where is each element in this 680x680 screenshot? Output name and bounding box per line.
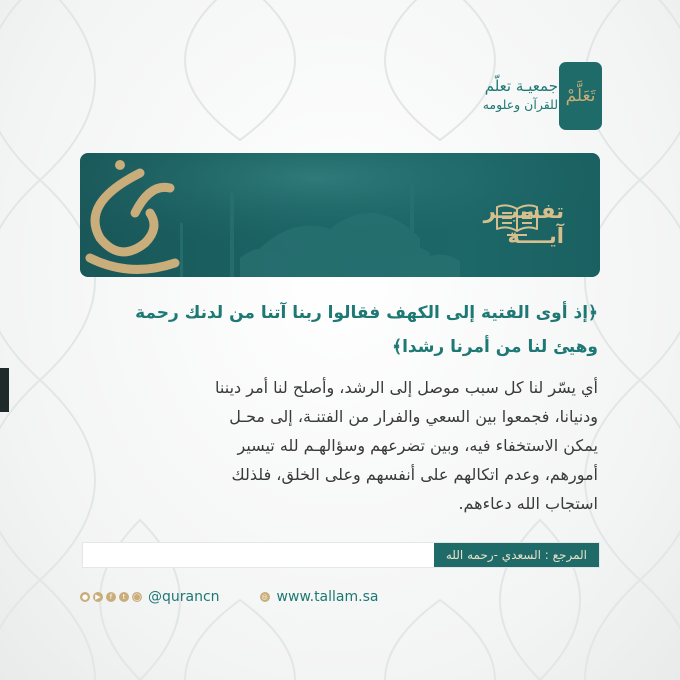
tafsir-line: أمورهم، وعدم اتكالهم على أنفسهم وعلى الخلق، فلذلك — [231, 465, 598, 484]
globe-icon: ◎ — [261, 593, 268, 601]
banner-title-line2: آيــــة — [507, 224, 564, 248]
reference-bar — [82, 542, 600, 568]
youtube-icon[interactable]: ▶ — [93, 592, 103, 602]
website-link[interactable]: www.tallam.sa — [276, 589, 379, 605]
tafsir-text — [84, 373, 598, 518]
quran-book-icon — [493, 199, 541, 239]
brand-name-line1: جمعيـة تعلّم — [484, 77, 558, 95]
brand-name-line2: للقرآن وعلومه — [482, 97, 558, 112]
quran-verse — [84, 296, 598, 364]
verse-line: ﴿إذ أوى الفتية إلى الكهف فقالوا ربنا آتنا من لدنك رحمة — [135, 303, 598, 323]
tafsir-line: ودنيانا، فجمعوا بين السعي والفرار من الفتنـة، إلى محـل — [229, 407, 598, 426]
logo — [559, 62, 602, 130]
calligraphy-dot — [115, 160, 125, 170]
side-marker — [0, 368, 9, 412]
snapchat-icon[interactable]: ● — [81, 593, 89, 601]
footer — [80, 587, 378, 607]
verse-line: وهيئ لنا من أمرنا رشدا﴾ — [392, 337, 598, 357]
twitter-icon[interactable]: t — [119, 592, 129, 602]
reference-label: المرجع : السعدي -رحمه الله — [434, 543, 599, 567]
tafsir-line: استجاب الله دعاءهم. — [458, 494, 598, 513]
social-handle[interactable]: @qurancn — [148, 589, 220, 605]
instagram-icon[interactable]: ◯ — [133, 593, 141, 601]
brand-name — [388, 76, 558, 114]
logo-text: تَعَلَّمْ — [565, 86, 596, 106]
banner-title-line1: تفسيــر — [483, 199, 564, 223]
tafsir-line: أي يسّر لنا كل سبب موصل إلى الرشد، وأصلح لنا أمر ديننا — [215, 378, 598, 397]
facebook-icon[interactable]: f — [106, 592, 116, 602]
tafsir-line: يمكن الاستخفاء فيه، وبين تضرعهم وسؤالهـم لله تيسير — [237, 436, 598, 455]
